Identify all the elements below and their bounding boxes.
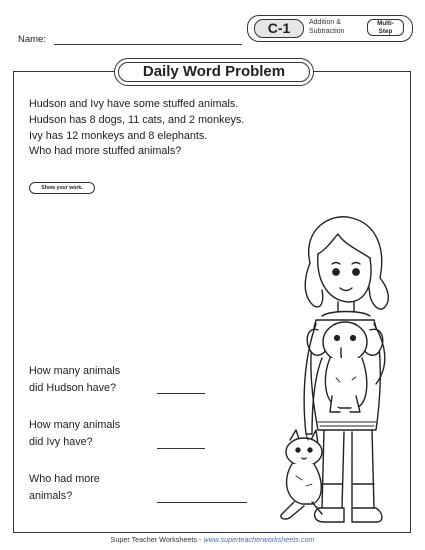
topic-line-1: Addition & xyxy=(309,19,341,26)
question-line: How many animals xyxy=(29,419,121,431)
question-hudson xyxy=(29,363,120,397)
type-line-2: Step xyxy=(378,28,393,35)
problem-text xyxy=(29,97,244,160)
footer-brand: Super Teacher Worksheets - xyxy=(110,535,204,544)
topic-line-2: Subtraction xyxy=(309,27,345,35)
name-label: Name: xyxy=(18,34,46,45)
worksheet-topic xyxy=(309,19,344,36)
question-line: How many animals xyxy=(29,365,121,377)
worksheet-code: C-1 xyxy=(254,19,304,38)
girl-illustration xyxy=(252,208,414,530)
footer xyxy=(0,535,425,544)
worksheet-badge xyxy=(247,15,413,42)
question-line: Who had more xyxy=(29,473,100,485)
title-banner xyxy=(114,58,314,86)
question-line: did Ivy have? xyxy=(29,436,93,448)
type-line-1: Multi- xyxy=(377,20,394,27)
worksheet-type xyxy=(367,19,404,36)
problem-line: Ivy has 12 monkeys and 8 elephants. xyxy=(29,129,208,142)
name-input-line[interactable] xyxy=(54,44,242,45)
problem-line: Hudson has 8 dogs, 11 cats, and 2 monkeys. xyxy=(29,113,245,126)
show-work-label: Show your work. xyxy=(29,182,95,194)
question-who-more xyxy=(29,471,100,505)
answer-line-ivy[interactable] xyxy=(157,448,205,449)
question-ivy xyxy=(29,417,120,451)
footer-url[interactable]: www.superteacherworksheets.com xyxy=(203,535,315,544)
problem-line: Who had more stuffed animals? xyxy=(29,145,182,158)
question-line: animals? xyxy=(29,490,73,502)
answer-line-who-more[interactable] xyxy=(157,502,247,503)
answer-line-hudson[interactable] xyxy=(157,393,205,394)
question-line: did Hudson have? xyxy=(29,382,117,394)
page-title: Daily Word Problem xyxy=(118,62,310,82)
problem-line: Hudson and Ivy have some stuffed animals. xyxy=(29,98,239,110)
